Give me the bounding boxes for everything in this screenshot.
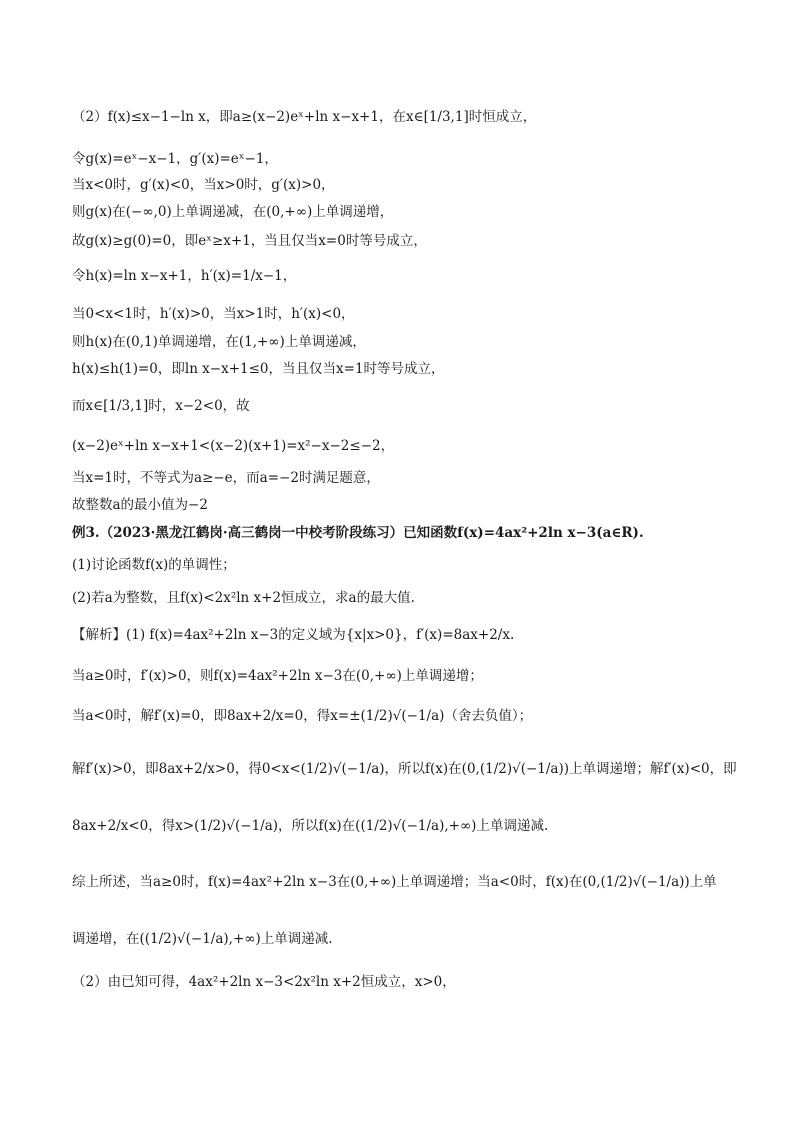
part2-start: （2）由已知可得，4ax²+2ln x−3<2x²ln x+2恒成立，x>0，	[72, 974, 456, 990]
case-a-nonnegative: 当a≥0时，f′(x)>0，则f(x)=4ax²+2ln x−3在(0,+∞)上单调递增；	[72, 668, 483, 684]
h-maximum: h(x)≤h(1)=0，即ln x−x+1≤0，当且仅当x=1时等号成立，	[72, 361, 445, 377]
summary-line-1: 综上所述，当a≥0时，f(x)=4ax²+2ln x−3在(0,+∞)上单调递增；当a<0时，f(x)在(0,(1/2)√(−1/a))上单	[72, 874, 717, 890]
g-minimum: 故g(x)≥g(0)=0，即eˣ≥x+1，当且仅当x=0时等号成立，	[72, 233, 427, 249]
g-derivative-sign: 当x<0时，g′(x)<0，当x>0时，g′(x)>0，	[72, 177, 335, 193]
example-3-statement: 例3.（2023·黑龙江鹤岗·高三鹤岗一中校考阶段练习）已知函数f(x)=4ax²+2ln x−3(a∈R).	[72, 525, 644, 541]
solution-header: 【解析】(1) f(x)=4ax²+2ln x−3的定义域为{x|x>0}，f′(x)=8ax+2/x.	[72, 627, 515, 643]
inequality-chain: (x−2)eˣ+ln x−x+1<(x−2)(x+1)=x²−x−2≤−2，	[72, 438, 395, 454]
solution-part2-intro: （2）f(x)≤x−1−ln x，即a≥(x−2)eˣ+ln x−x+1，在x∈[1/3,1]时恒成立，	[72, 109, 537, 125]
conclusion-min-a: 故整数a的最小值为−2	[72, 497, 208, 513]
check-x-equals-1: 当x=1时，不等式为a≥−e，而a=−2时满足题意，	[72, 470, 380, 486]
define-h: 令h(x)=ln x−x+1，h′(x)=1/x−1，	[72, 268, 297, 284]
h-monotonicity: 则h(x)在(0,1)单调递增，在(1,+∞)上单调递减，	[72, 334, 366, 350]
decreasing-interval: 8ax+2/x<0，得x>(1/2)√(−1/a)，所以f(x)在((1/2)√(−1/a),+∞)上单调递减.	[72, 818, 549, 834]
example-3-part1: (1)讨论函数f(x)的单调性；	[72, 557, 236, 573]
case-a-negative: 当a<0时，解f′(x)=0，即8ax+2/x=0，得x=±(1/2)√(−1/a)（舍去负值）；	[72, 708, 533, 724]
h-derivative-sign: 当0<x<1时，h′(x)>0，当x>1时，h′(x)<0，	[72, 306, 355, 322]
g-monotonicity: 则g(x)在(−∞,0)上单调递减，在(0,+∞)上单调递增，	[72, 204, 394, 220]
example-3-part2: (2)若a为整数，且f(x)<2x²ln x+2恒成立，求a的最大值.	[72, 590, 415, 606]
define-g: 令g(x)=eˣ−x−1，g′(x)=eˣ−1，	[72, 151, 278, 167]
summary-line-2: 调递增，在((1/2)√(−1/a),+∞)上单调递减.	[72, 931, 333, 947]
increasing-interval: 解f′(x)>0，即8ax+2/x>0，得0<x<(1/2)√(−1/a)，所以f(x)在(0,(1/2)√(−1/a))上单调递增；解f′(x)<0，即	[72, 761, 737, 777]
x-interval-note: 而x∈[1/3,1]时，x−2<0，故	[72, 398, 250, 414]
